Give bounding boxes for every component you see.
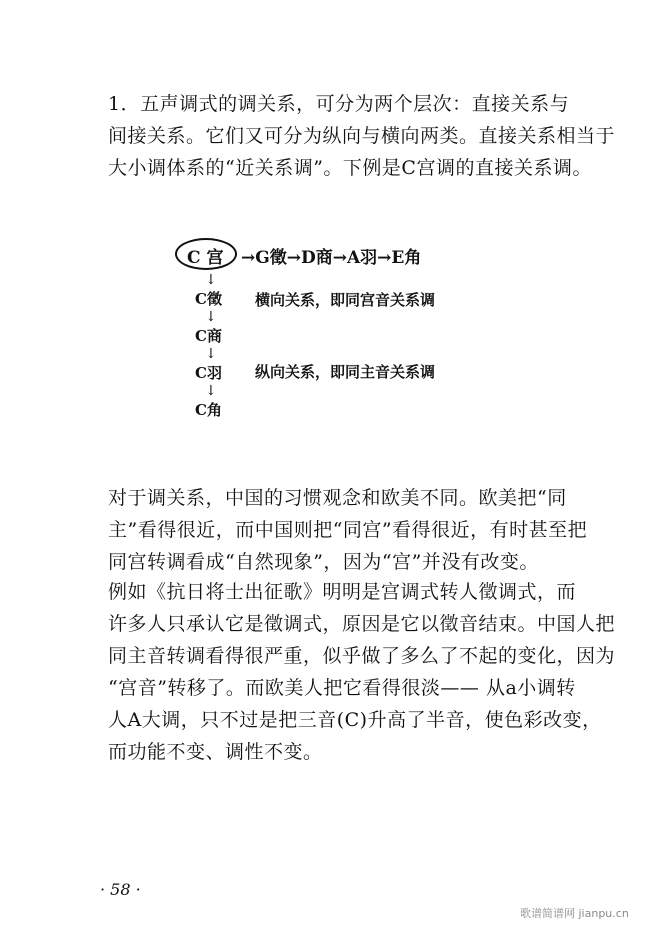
paragraph-comparison (108, 482, 587, 578)
text-line: “宫音”转移了。而欧美人把它看得很淡—— 从a小调转 (108, 677, 576, 699)
key-relation-diagram (175, 238, 515, 428)
page-number: · 58 · (100, 880, 141, 899)
watermark: 歌谱简谱网 jianpu.cn (520, 907, 629, 920)
horizontal-chain: →G徵→D商→A羽→E角 (241, 248, 422, 268)
vertical-relation-label: 纵向关系，即同主音关系调 (255, 363, 436, 381)
vertical-note: C商 (195, 327, 222, 345)
text-line: 人A大调，只不过是把三音(C)升高了半音，使色彩改变， (108, 709, 602, 731)
text-line: 对于调关系，中国的习惯观念和欧美不同。欧美把“同 (108, 487, 567, 509)
down-arrow-icon: ↓ (205, 383, 217, 399)
circled-label: C 宫 (187, 248, 224, 268)
text-line: 而功能不变、调性不变。 (108, 741, 323, 763)
text-line: 同主音转调看得很严重，似乎做了多么了不起的变化，因为 (108, 645, 616, 667)
vertical-note: C羽 (195, 364, 222, 382)
text-line: 大小调体系的“近关系调”。下例是C宫调的直接关系调。 (108, 157, 592, 179)
text-line: 许多人只承认它是徵调式，原因是它以徵音结束。中国人把 (108, 613, 616, 635)
down-arrow-icon: ↓ (205, 272, 217, 288)
down-arrow-icon: ↓ (205, 346, 217, 362)
paragraph-intro (108, 88, 615, 184)
text-line: 1．五声调式的调关系，可分为两个层次：直接关系与 (108, 93, 570, 115)
down-arrow-icon: ↓ (205, 309, 217, 325)
text-line: 主”看得很近，而中国则把“同宫”看得很近，有时甚至把 (108, 519, 588, 541)
horizontal-relation-label: 横向关系，即同宫音关系调 (255, 291, 436, 309)
text-line: 例如《抗日将士出征歌》明明是宫调式转人徵调式，而 (108, 581, 577, 603)
vertical-note: C角 (195, 401, 222, 419)
text-line: 同宫转调看成“自然现象”，因为“宫”并没有改变。 (108, 551, 539, 573)
text-line: 间接关系。它们又可分为纵向与横向两类。直接关系相当于 (108, 125, 616, 147)
paragraph-example (108, 576, 615, 768)
vertical-note: C徵 (195, 290, 222, 308)
